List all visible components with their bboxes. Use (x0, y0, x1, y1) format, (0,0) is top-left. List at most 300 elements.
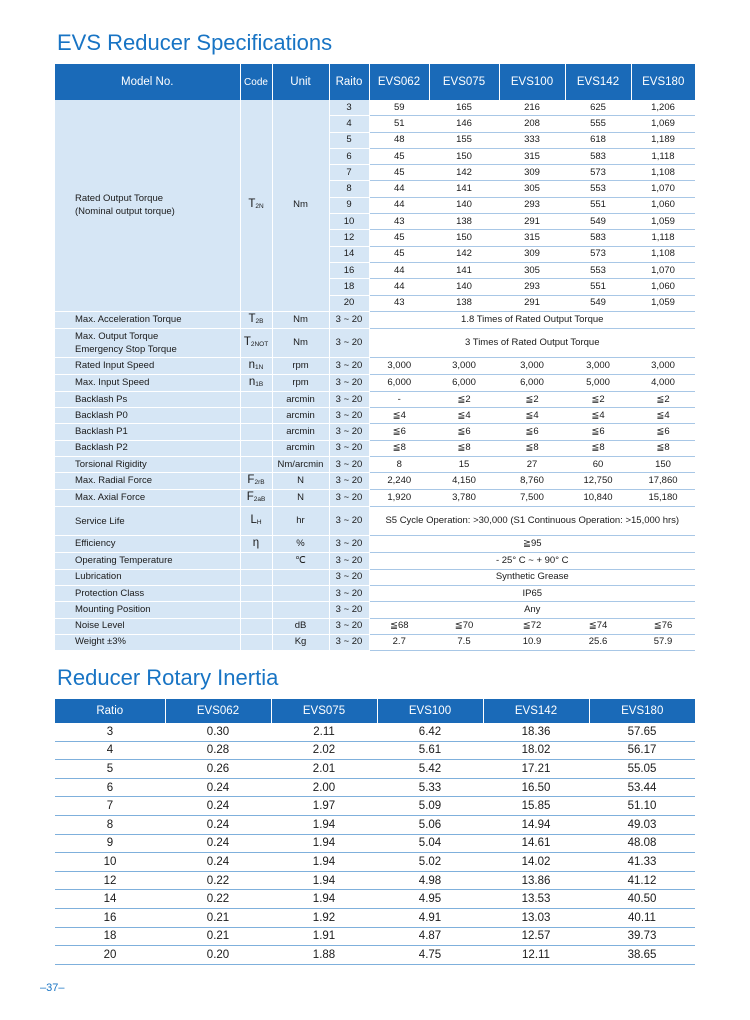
value-cell: 1.94 (271, 853, 377, 872)
value-cell: 25.6 (565, 634, 631, 650)
code-symbol: F (247, 474, 255, 487)
value-cell: 13.53 (483, 890, 589, 909)
ratio-cell: 3 ~ 20 (329, 408, 369, 424)
row-label: Noise Level (55, 618, 240, 634)
table-row (55, 440, 695, 456)
ratio-cell: 3 ~ 20 (329, 473, 369, 490)
value-cell: 2.01 (271, 760, 377, 779)
value-cell: 0.24 (165, 853, 271, 872)
code-symbol: n (248, 375, 256, 388)
value-cell: ≦72 (499, 618, 565, 634)
ratio-cell: 3 ~ 20 (329, 374, 369, 391)
value-cell: 6,000 (429, 374, 499, 391)
ratio-cell: 3 ~ 20 (329, 602, 369, 618)
value-cell: ≦8 (429, 440, 499, 456)
inertia-header-evs062: EVS062 (165, 699, 271, 723)
code-cell (240, 569, 272, 585)
table-row (55, 853, 695, 872)
table-row (55, 473, 695, 490)
value-cell: 16.50 (483, 778, 589, 797)
header-evs180: EVS180 (631, 64, 695, 100)
value-cell: ≦2 (631, 391, 695, 407)
row-label: Backlash P1 (55, 424, 240, 440)
unit-cell: N (272, 473, 329, 490)
inertia-header-row (55, 699, 695, 723)
value-cell: - (369, 391, 429, 407)
header-evs100: EVS100 (499, 64, 565, 100)
row-label: Service Life (55, 507, 240, 536)
spec-title: EVS Reducer Specifications (57, 30, 333, 55)
table-row (55, 374, 695, 391)
value-cell: 2,240 (369, 473, 429, 490)
value-cell: 17.21 (483, 760, 589, 779)
code-subscript: 1B (255, 380, 264, 388)
value-cell: 5.09 (377, 797, 483, 816)
code-cell (240, 424, 272, 440)
row-label: Max. Radial Force (55, 473, 240, 490)
value-cell: 10,840 (565, 490, 631, 507)
value-cell: 3,000 (369, 357, 429, 374)
ratio-cell: 10 (329, 214, 369, 230)
table-row (55, 908, 695, 927)
value-cell: ≦4 (499, 408, 565, 424)
value-cell: 333 (499, 132, 565, 148)
value-cell: 4,000 (631, 374, 695, 391)
value-cell: 293 (499, 197, 565, 213)
row-label: Operating Temperature (55, 553, 240, 569)
value-cell: 2.11 (271, 723, 377, 741)
value-cell: 7,500 (499, 490, 565, 507)
value-cell: 216 (499, 100, 565, 116)
row-label: Mounting Position (55, 602, 240, 618)
value-cell: 1,069 (631, 116, 695, 132)
value-cell: 150 (631, 457, 695, 473)
value-cell: 1,189 (631, 132, 695, 148)
value-cell: 5.06 (377, 815, 483, 834)
value-cell: 309 (499, 246, 565, 262)
value-cell: 7.5 (429, 634, 499, 650)
ratio-cell: 16 (329, 262, 369, 278)
ratio-cell: 12 (329, 230, 369, 246)
value-cell: ≦6 (369, 424, 429, 440)
value-cell: 59 (369, 100, 429, 116)
table-row (55, 634, 695, 650)
value-cell: 140 (429, 279, 499, 295)
value-cell: 1,060 (631, 279, 695, 295)
unit-cell (272, 585, 329, 601)
value-cell: 1,059 (631, 214, 695, 230)
label-line: Rated Output Torque (75, 193, 164, 205)
row-label: Backlash P0 (55, 408, 240, 424)
code-subscript: 2aB (253, 496, 266, 504)
value-cell: 2.00 (271, 778, 377, 797)
value-cell: 6,000 (499, 374, 565, 391)
value-cell: 1.94 (271, 815, 377, 834)
unit-cell: arcmin (272, 408, 329, 424)
code-cell (240, 311, 272, 328)
table-row (55, 797, 695, 816)
header-unit: Unit (272, 64, 329, 100)
value-cell: 1.91 (271, 927, 377, 946)
value-cell: 57.65 (589, 723, 695, 741)
value-span-cell: Any (369, 602, 695, 618)
table-row (55, 602, 695, 618)
code-cell (240, 585, 272, 601)
value-cell: 44 (369, 279, 429, 295)
value-cell: 141 (429, 181, 499, 197)
value-cell: 6.42 (377, 723, 483, 741)
ratio-cell: 3 ~ 20 (329, 569, 369, 585)
inertia-header-evs180: EVS180 (589, 699, 695, 723)
value-cell: 14.02 (483, 853, 589, 872)
header-evs142: EVS142 (565, 64, 631, 100)
value-cell: 553 (565, 262, 631, 278)
value-cell: ≦70 (429, 618, 499, 634)
header-evs075: EVS075 (429, 64, 499, 100)
value-cell: 0.24 (165, 778, 271, 797)
value-cell: 0.22 (165, 890, 271, 909)
table-row (55, 890, 695, 909)
value-cell: 309 (499, 165, 565, 181)
value-cell: 0.21 (165, 927, 271, 946)
table-row (55, 760, 695, 779)
unit-cell: Kg (272, 634, 329, 650)
value-cell: 1,206 (631, 100, 695, 116)
table-row (55, 927, 695, 946)
value-cell: 5,000 (565, 374, 631, 391)
code-cell (240, 440, 272, 456)
value-cell: 45 (369, 165, 429, 181)
value-cell: 43 (369, 214, 429, 230)
unit-cell: ℃ (272, 553, 329, 569)
value-cell: 60 (565, 457, 631, 473)
code-cell (240, 408, 272, 424)
value-cell: 18.36 (483, 723, 589, 741)
ratio-cell: 3 (329, 100, 369, 116)
row-label: Backlash Ps (55, 391, 240, 407)
value-cell: 49.03 (589, 815, 695, 834)
table-row (55, 328, 695, 357)
row-label: Weight ±3% (55, 634, 240, 650)
value-cell: 549 (565, 295, 631, 311)
table-row (55, 311, 695, 328)
ratio-cell: 3 ~ 20 (329, 507, 369, 536)
row-label: Protection Class (55, 585, 240, 601)
value-cell: 1,070 (631, 262, 695, 278)
value-cell: 51 (369, 116, 429, 132)
table-row (55, 723, 695, 741)
value-cell: 1,060 (631, 197, 695, 213)
ratio-cell: 5 (55, 760, 165, 779)
value-cell: 3,000 (631, 357, 695, 374)
value-cell: 15.85 (483, 797, 589, 816)
ratio-cell: 9 (55, 834, 165, 853)
value-cell: 1.97 (271, 797, 377, 816)
value-cell: 5.42 (377, 760, 483, 779)
unit-cell: Nm (272, 311, 329, 328)
value-cell: 140 (429, 197, 499, 213)
ratio-cell: 3 ~ 20 (329, 634, 369, 650)
unit-cell: Nm (272, 100, 329, 311)
table-row (55, 585, 695, 601)
ratio-cell: 3 ~ 20 (329, 424, 369, 440)
ratio-cell: 7 (329, 165, 369, 181)
table-row (55, 834, 695, 853)
ratio-cell: 3 ~ 20 (329, 490, 369, 507)
value-cell: 1,108 (631, 165, 695, 181)
value-cell: 4.91 (377, 908, 483, 927)
value-cell: 291 (499, 295, 565, 311)
code-symbol: n (248, 358, 256, 371)
ratio-cell: 3 ~ 20 (329, 618, 369, 634)
code-cell (240, 473, 272, 490)
value-cell: 14.94 (483, 815, 589, 834)
inertia-header-evs100: EVS100 (377, 699, 483, 723)
table-row (55, 778, 695, 797)
label-rated-output-torque (55, 100, 240, 311)
ratio-cell: 5 (329, 132, 369, 148)
code-cell (240, 536, 272, 553)
code-subscript: 2B (255, 317, 264, 325)
value-cell: ≦8 (565, 440, 631, 456)
value-cell: 0.24 (165, 797, 271, 816)
value-cell: 208 (499, 116, 565, 132)
value-cell: 1.94 (271, 871, 377, 890)
ratio-cell: 4 (55, 741, 165, 760)
ratio-cell: 16 (55, 908, 165, 927)
code-cell (240, 391, 272, 407)
table-row (55, 536, 695, 553)
value-cell: ≦4 (429, 408, 499, 424)
value-cell: 5.04 (377, 834, 483, 853)
value-cell: 13.03 (483, 908, 589, 927)
value-cell: ≦2 (565, 391, 631, 407)
value-cell: ≦8 (369, 440, 429, 456)
value-span-cell: Synthetic Grease (369, 569, 695, 585)
table-row (55, 553, 695, 569)
spec-table (55, 64, 695, 651)
ratio-cell: 3 ~ 20 (329, 585, 369, 601)
unit-cell: Nm/arcmin (272, 457, 329, 473)
value-cell: 4,150 (429, 473, 499, 490)
value-cell: 4.87 (377, 927, 483, 946)
ratio-cell: 10 (55, 853, 165, 872)
value-cell: 291 (499, 214, 565, 230)
value-cell: 48 (369, 132, 429, 148)
value-cell: 1,118 (631, 230, 695, 246)
value-cell: 315 (499, 230, 565, 246)
unit-cell: arcmin (272, 440, 329, 456)
value-cell: 150 (429, 148, 499, 164)
code-cell (240, 357, 272, 374)
value-cell: 5.02 (377, 853, 483, 872)
value-cell: 40.50 (589, 890, 695, 909)
value-cell: 1.94 (271, 834, 377, 853)
value-cell: 55.05 (589, 760, 695, 779)
value-cell: 3,000 (565, 357, 631, 374)
ratio-cell: 20 (55, 946, 165, 965)
ratio-cell: 14 (329, 246, 369, 262)
value-cell: 0.24 (165, 815, 271, 834)
code-symbol: η (252, 537, 260, 550)
ratio-cell: 3 ~ 20 (329, 328, 369, 357)
ratio-cell: 7 (55, 797, 165, 816)
value-cell: 551 (565, 279, 631, 295)
value-cell: 12,750 (565, 473, 631, 490)
value-span-cell: 3 Times of Rated Output Torque (369, 328, 695, 357)
code-symbol: L (250, 514, 257, 527)
unit-cell: N (272, 490, 329, 507)
ratio-cell: 14 (55, 890, 165, 909)
table-row (55, 871, 695, 890)
value-cell: 1,108 (631, 246, 695, 262)
table-row (55, 457, 695, 473)
ratio-cell: 6 (329, 148, 369, 164)
value-cell: 0.26 (165, 760, 271, 779)
ratio-cell: 3 ~ 20 (329, 536, 369, 553)
value-cell: 1.94 (271, 890, 377, 909)
value-cell: 315 (499, 148, 565, 164)
value-cell: 305 (499, 262, 565, 278)
ratio-cell: 8 (55, 815, 165, 834)
value-cell: 12.11 (483, 946, 589, 965)
ratio-cell: 3 ~ 20 (329, 311, 369, 328)
value-cell: 4.95 (377, 890, 483, 909)
code-cell (240, 618, 272, 634)
ratio-cell: 3 ~ 20 (329, 553, 369, 569)
value-cell: ≦2 (499, 391, 565, 407)
value-cell: 142 (429, 246, 499, 262)
code-cell (240, 100, 272, 311)
table-row (55, 424, 695, 440)
unit-cell: hr (272, 507, 329, 536)
value-cell: 618 (565, 132, 631, 148)
value-cell: 15 (429, 457, 499, 473)
table-row (55, 391, 695, 407)
value-cell: 146 (429, 116, 499, 132)
value-cell: 43 (369, 295, 429, 311)
value-cell: 15,180 (631, 490, 695, 507)
value-cell: 305 (499, 181, 565, 197)
value-cell: 0.20 (165, 946, 271, 965)
value-cell: ≦6 (499, 424, 565, 440)
value-cell: ≦76 (631, 618, 695, 634)
code-symbol: T (248, 312, 256, 325)
value-span-cell: ≧95 (369, 536, 695, 553)
value-cell: 141 (429, 262, 499, 278)
value-cell: 2.02 (271, 741, 377, 760)
value-cell: 583 (565, 148, 631, 164)
value-cell: ≦8 (631, 440, 695, 456)
header-model: Model No. (55, 64, 240, 100)
row-label: Efficiency (55, 536, 240, 553)
unit-cell: arcmin (272, 391, 329, 407)
unit-cell: arcmin (272, 424, 329, 440)
value-cell: 3,000 (499, 357, 565, 374)
ratio-cell: 3 (55, 723, 165, 741)
code-cell (240, 328, 272, 357)
value-cell: 1,070 (631, 181, 695, 197)
ratio-cell: 20 (329, 295, 369, 311)
row-label: Max. Acceleration Torque (55, 311, 240, 328)
value-cell: 1.88 (271, 946, 377, 965)
value-cell: 138 (429, 295, 499, 311)
spec-header-row (55, 64, 695, 100)
value-span-cell: IP65 (369, 585, 695, 601)
ratio-cell: 3 ~ 20 (329, 357, 369, 374)
value-cell: 4.75 (377, 946, 483, 965)
ratio-cell: 18 (55, 927, 165, 946)
value-cell: ≦4 (565, 408, 631, 424)
value-cell: 57.9 (631, 634, 695, 650)
header-evs062: EVS062 (369, 64, 429, 100)
value-cell: 3,000 (429, 357, 499, 374)
row-label: Max. Input Speed (55, 374, 240, 391)
value-cell: 56.17 (589, 741, 695, 760)
table-row (55, 569, 695, 585)
value-cell: 4.98 (377, 871, 483, 890)
value-cell: ≦68 (369, 618, 429, 634)
value-cell: 45 (369, 246, 429, 262)
ratio-cell: 12 (55, 871, 165, 890)
value-cell: 6,000 (369, 374, 429, 391)
value-cell: 13.86 (483, 871, 589, 890)
table-row (55, 507, 695, 536)
code-subscript: 1N (255, 363, 264, 371)
value-cell: 573 (565, 165, 631, 181)
code-symbol: T (243, 335, 251, 348)
ratio-cell: 9 (329, 197, 369, 213)
value-cell: 41.12 (589, 871, 695, 890)
code-subscript: 2N (255, 203, 264, 211)
code-subscript: 2NOT (250, 340, 269, 348)
value-cell: 583 (565, 230, 631, 246)
table-row (55, 741, 695, 760)
value-cell: 45 (369, 230, 429, 246)
value-cell: 2.7 (369, 634, 429, 650)
ratio-cell: 3 ~ 20 (329, 440, 369, 456)
inertia-table (55, 699, 695, 965)
value-cell: ≦6 (565, 424, 631, 440)
value-span-cell: - 25° C ~ + 90° C (369, 553, 695, 569)
value-cell: 44 (369, 262, 429, 278)
unit-cell: rpm (272, 374, 329, 391)
value-cell: 18.02 (483, 741, 589, 760)
value-cell: ≦6 (429, 424, 499, 440)
row-label: Max. Output Torque Emergency Stop Torque (55, 328, 240, 357)
value-cell: ≦4 (631, 408, 695, 424)
unit-cell: % (272, 536, 329, 553)
ratio-cell: 4 (329, 116, 369, 132)
value-cell: 8,760 (499, 473, 565, 490)
table-row (55, 408, 695, 424)
value-cell: ≦4 (369, 408, 429, 424)
table-row (55, 100, 695, 116)
value-cell: 138 (429, 214, 499, 230)
value-cell: 1.92 (271, 908, 377, 927)
value-cell: 293 (499, 279, 565, 295)
value-cell: 0.24 (165, 834, 271, 853)
inertia-header-evs142: EVS142 (483, 699, 589, 723)
code-subscript: 2rB (254, 479, 265, 487)
row-label: Rated Input Speed (55, 357, 240, 374)
value-cell: ≦6 (631, 424, 695, 440)
value-cell: 45 (369, 148, 429, 164)
value-cell: 555 (565, 116, 631, 132)
value-cell: 0.22 (165, 871, 271, 890)
value-span-cell: 1.8 Times of Rated Output Torque (369, 311, 695, 328)
value-cell: 14.61 (483, 834, 589, 853)
